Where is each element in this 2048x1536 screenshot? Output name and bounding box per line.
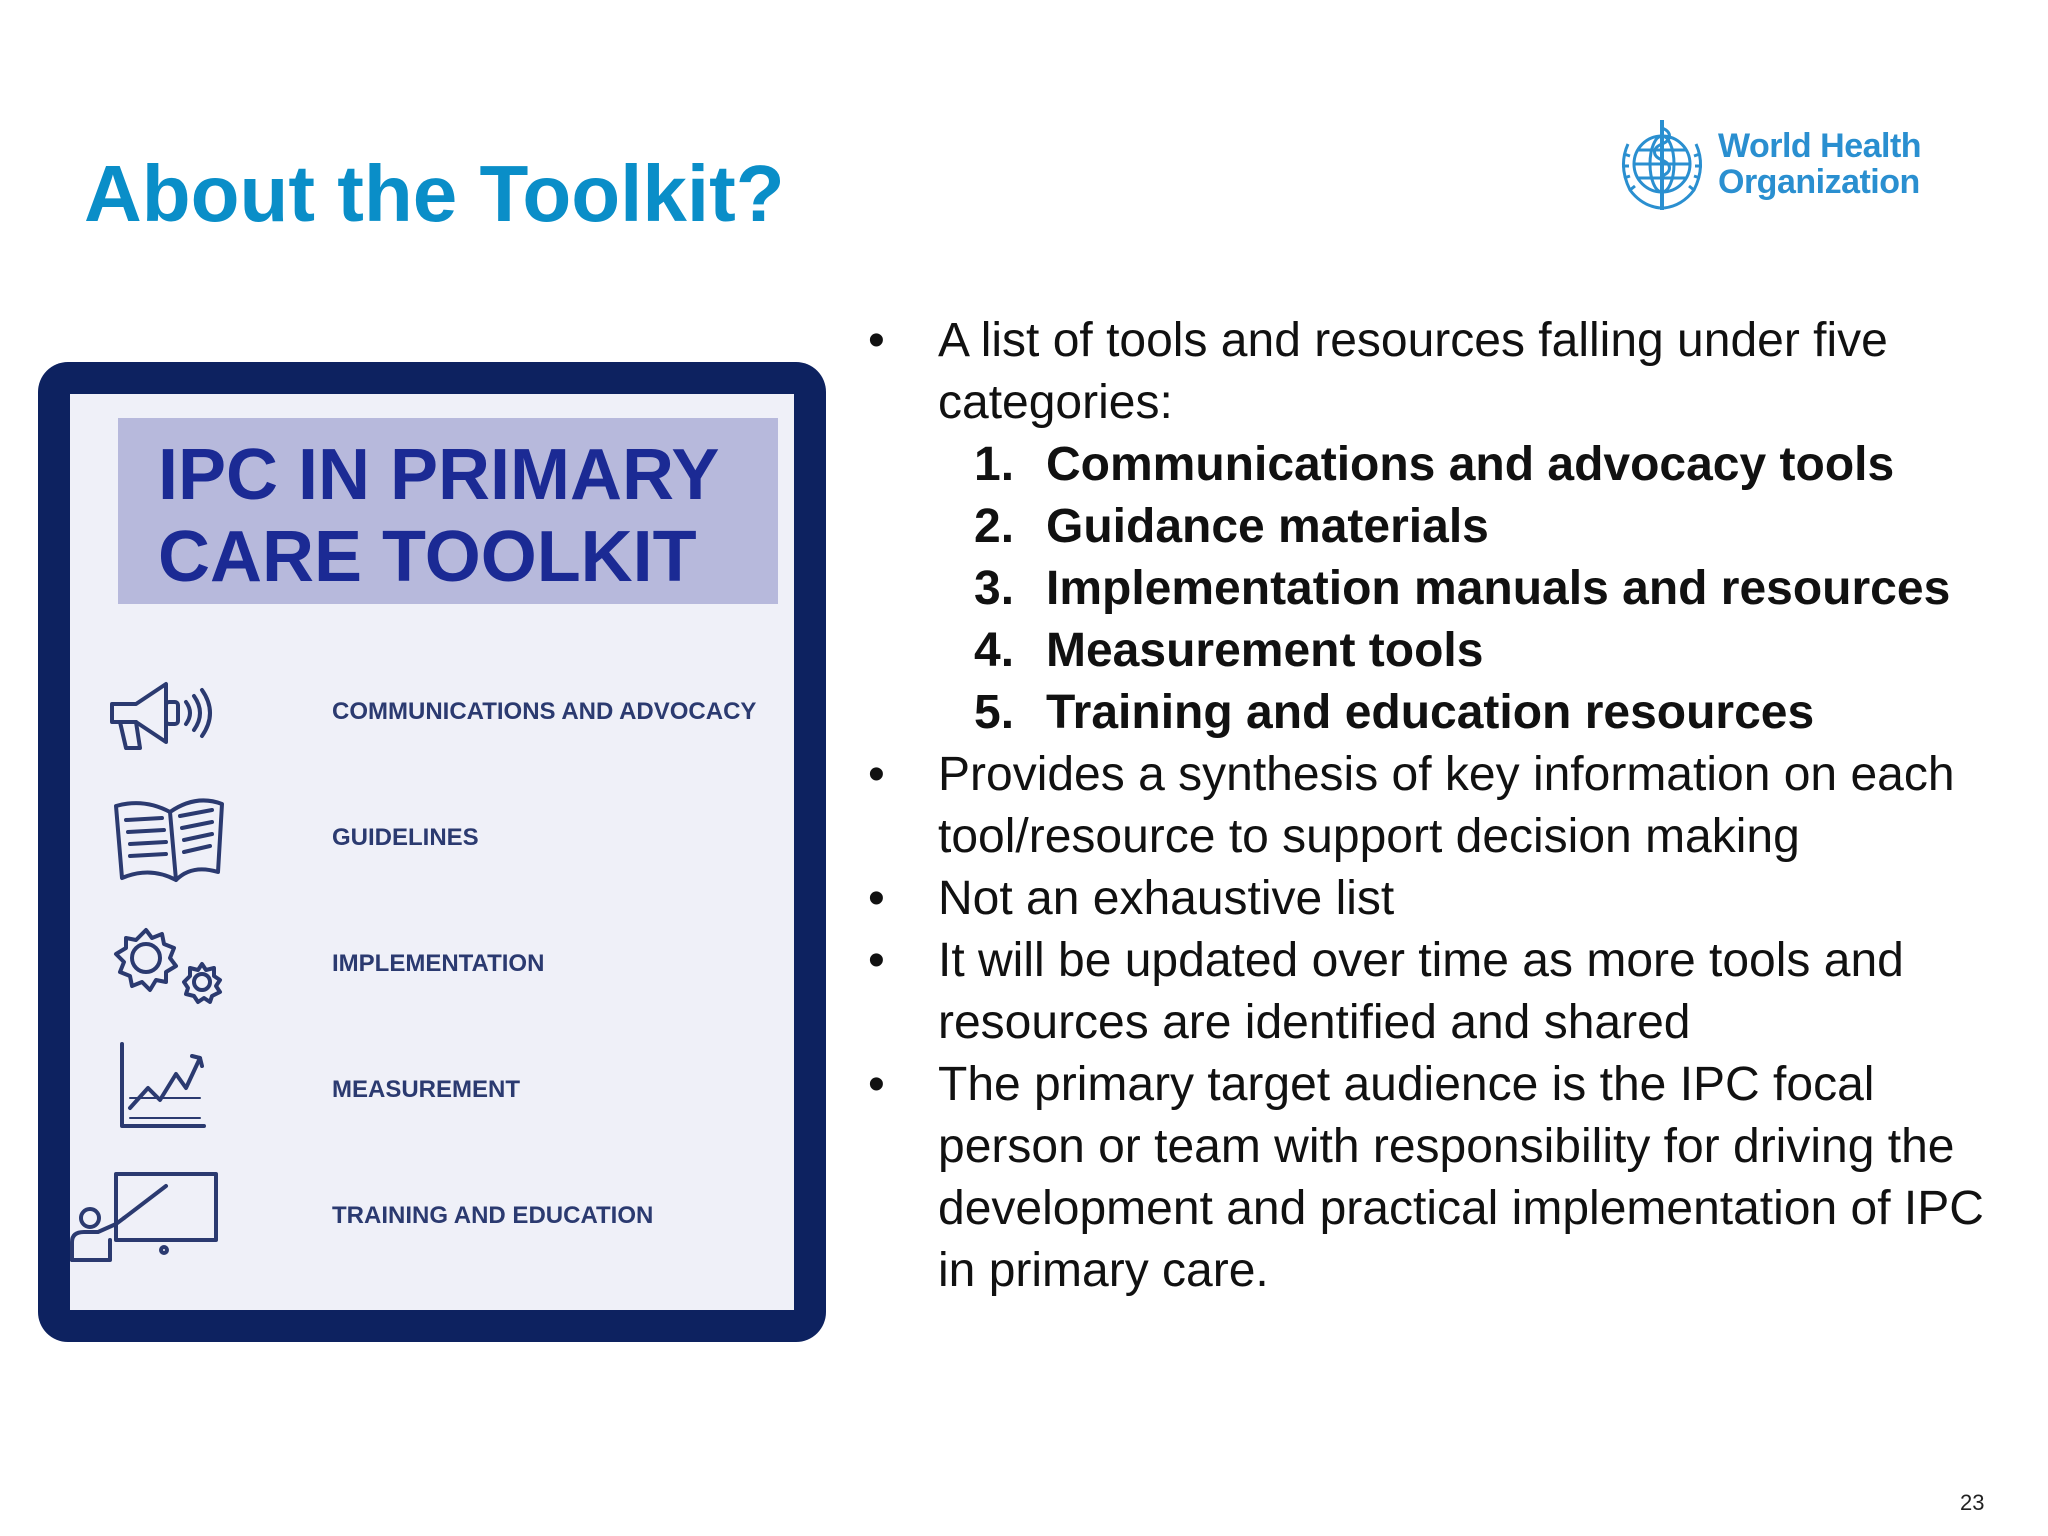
bullet-text: Provides a synthesis of key information on each tool/resource to support decision making [938,748,1955,863]
bullet-text: The primary target audience is the IPC focal person or team with responsibility for driving the development and practical implementation of IPC in primary care. [938,1058,1984,1297]
list-text: Implementation manuals and resources [1046,562,1951,615]
who-wordmark [1718,128,1921,200]
slide-title: About the Toolkit? [84,149,785,238]
bullet-item [860,744,2010,868]
toolkit-cover-inner [70,394,794,1310]
list-number: 2. [974,500,1015,553]
bullet-dot: • [868,872,885,925]
toolkit-title: IPC IN PRIMARY CARE TOOLKIT [158,435,720,597]
category-list-item [860,682,2010,744]
book-icon [100,784,260,894]
bullet-item [860,310,2010,434]
list-number: 3. [974,562,1015,615]
category-list-item [860,434,2010,496]
bullet-item [860,930,2010,1054]
category-label-guidelines: GUIDELINES [332,824,479,851]
category-label-measurement: MEASUREMENT [332,1076,521,1103]
toolkit-cover-image [38,362,826,1342]
list-text: Measurement tools [1046,624,1484,677]
bullet-text: Not an exhaustive list [938,872,1395,925]
who-line-2: Organization [1718,163,1920,201]
category-measurement [100,1036,760,1146]
category-label-implementation: IMPLEMENTATION [332,950,545,977]
list-text: Communications and advocacy tools [1046,438,1895,491]
page-number: 23 [1960,1490,1985,1515]
who-line-1: World Health [1718,127,1922,165]
category-label-training: TRAINING AND EDUCATION [332,1202,654,1229]
category-label-communications: COMMUNICATIONS AND ADVOCACY [332,698,757,725]
category-list [860,434,2010,744]
list-number: 5. [974,686,1015,739]
category-communications [100,658,760,768]
category-guidelines [100,784,760,894]
bullet-item [860,868,2010,930]
presentation-icon [64,1162,224,1272]
list-text: Training and education resources [1046,686,1815,739]
bullet-text: It will be updated over time as more tools and resources are identified and shared [938,934,1904,1049]
who-emblem-icon [1612,114,1712,214]
slide-content [860,310,2010,1302]
megaphone-icon [100,658,260,768]
bullet-dot: • [868,748,885,801]
bullet-dot: • [868,1058,885,1111]
gears-icon [100,910,260,1020]
line-chart-icon [100,1036,260,1146]
bullet-dot: • [868,314,885,367]
bullet-text: A list of tools and resources falling under five categories: [938,314,1888,429]
category-list-item [860,620,2010,682]
list-number: 4. [974,624,1015,677]
who-logo [1612,114,1932,214]
category-training [100,1162,760,1272]
category-implementation [100,910,760,1020]
list-text: Guidance materials [1046,500,1489,553]
bullet-dot: • [868,934,885,987]
category-list-item [860,496,2010,558]
toolkit-title-box [118,418,778,604]
bullet-item [860,1054,2010,1302]
list-number: 1. [974,438,1015,491]
category-list-item [860,558,2010,620]
